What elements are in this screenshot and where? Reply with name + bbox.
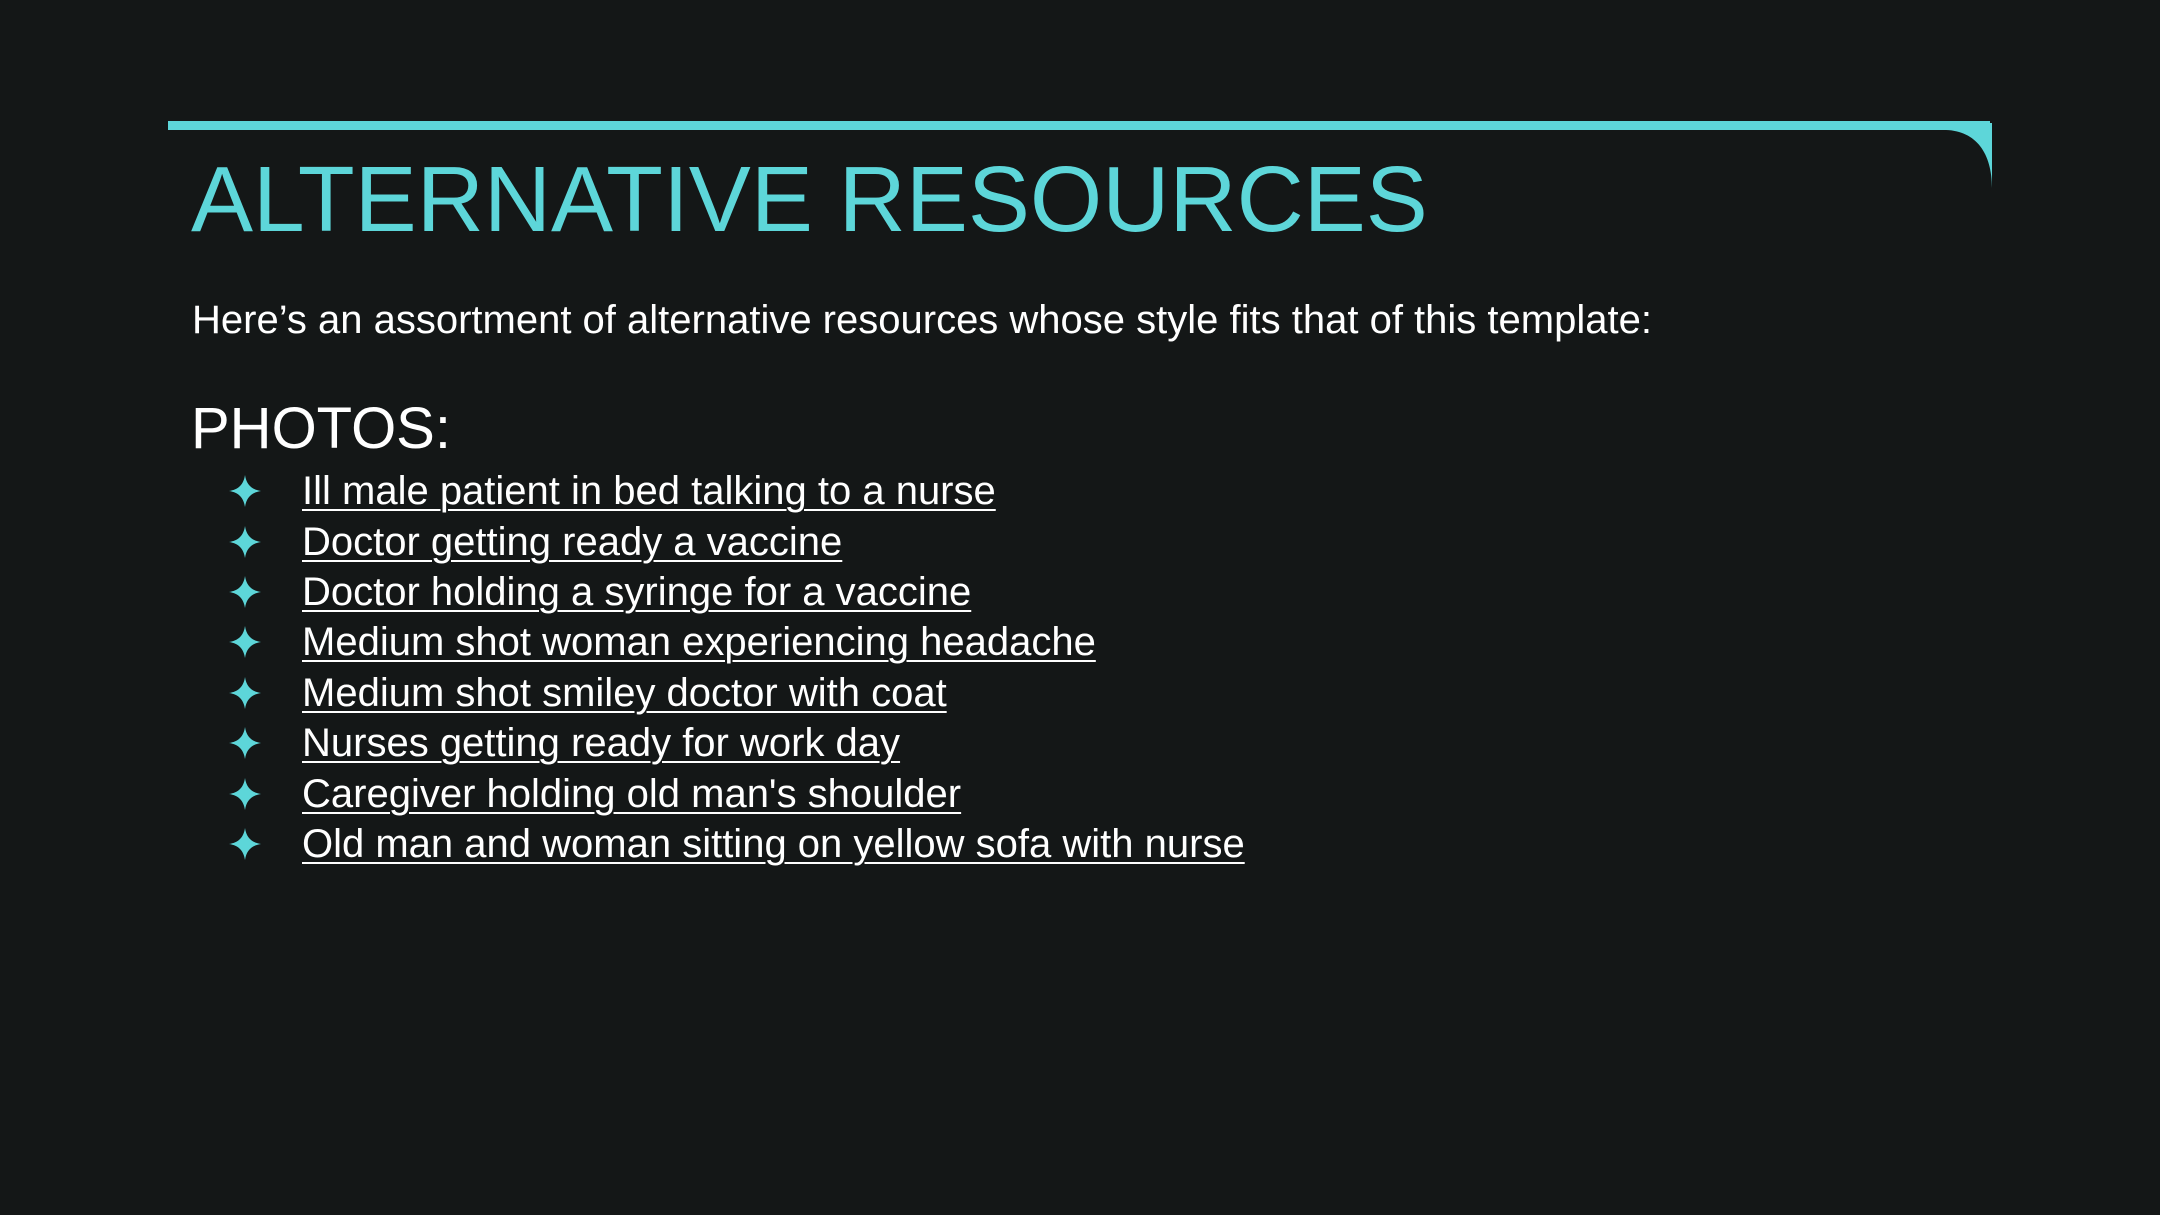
list-item <box>228 617 1245 667</box>
four-point-star-icon <box>228 726 262 760</box>
resource-link[interactable]: Medium shot woman experiencing headache <box>302 620 1096 665</box>
resource-link[interactable]: Old man and woman sitting on yellow sofa with nurse <box>302 821 1245 866</box>
four-point-star-icon <box>228 474 262 508</box>
photo-resource-list <box>228 466 1245 869</box>
four-point-star-icon <box>228 827 262 861</box>
resource-link[interactable]: Caregiver holding old man's shoulder <box>302 771 962 816</box>
four-point-star-icon <box>228 777 262 811</box>
four-point-star-icon <box>228 625 262 659</box>
list-item <box>228 718 1245 768</box>
resource-link[interactable]: Doctor getting ready a vaccine <box>302 519 843 564</box>
list-item <box>228 516 1245 566</box>
resource-link[interactable]: Medium shot smiley doctor with coat <box>302 670 947 715</box>
four-point-star-icon <box>228 525 262 559</box>
resource-link[interactable]: Doctor holding a syringe for a vaccine <box>302 569 972 614</box>
four-point-star-icon <box>228 676 262 710</box>
list-item <box>228 466 1245 516</box>
four-point-star-icon <box>228 575 262 609</box>
list-item <box>228 768 1245 818</box>
slide-title: ALTERNATIVE RESOURCES <box>191 147 1428 251</box>
list-item <box>228 567 1245 617</box>
corner-accent-shape <box>1946 123 1992 188</box>
intro-text: Here’s an assortment of alternative resources whose style fits that of this template: <box>192 298 1652 342</box>
top-accent-rule <box>168 121 1990 130</box>
photos-heading: PHOTOS: <box>191 396 451 461</box>
list-item <box>228 819 1245 869</box>
list-item <box>228 668 1245 718</box>
resource-link[interactable]: Ill male patient in bed talking to a nurse <box>302 469 996 514</box>
resource-link[interactable]: Nurses getting ready for work day <box>302 721 901 766</box>
